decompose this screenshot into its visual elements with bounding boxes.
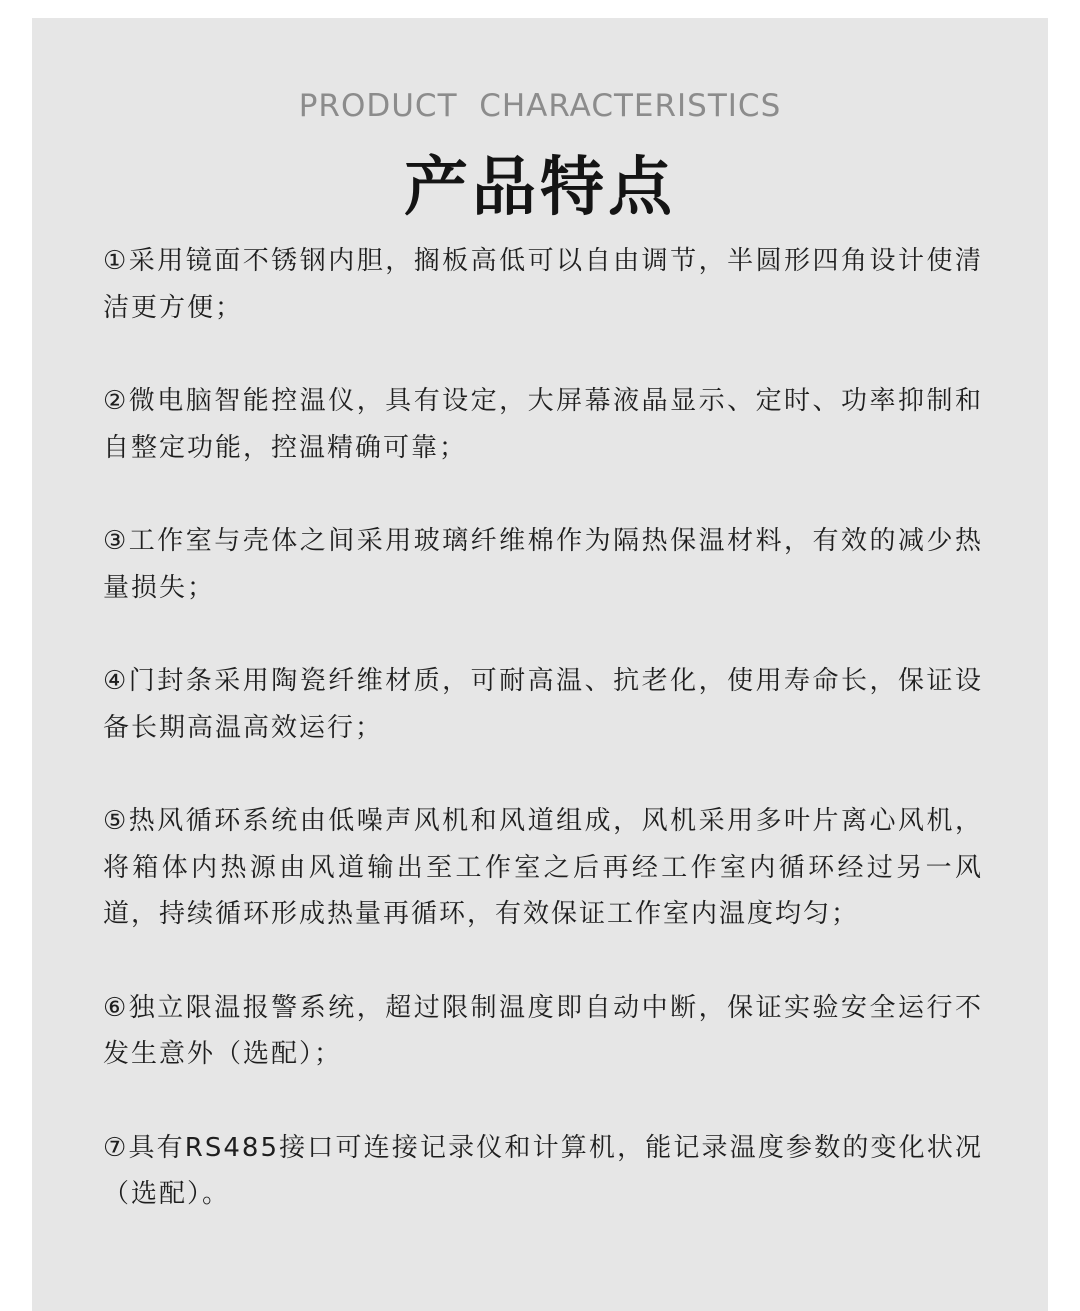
feature-item-7: ⑦具有RS485接口可连接记录仪和计算机，能记录温度参数的变化状况（选配）。 — [103, 1132, 983, 1209]
feature-item-4: ④门封条采用陶瓷纤维材质，可耐高温、抗老化，使用寿命长，保证设备长期高温高效运行； — [103, 666, 983, 743]
feature-item-1: ①采用镜面不锈钢内胆，搁板高低可以自由调节，半圆形四角设计使清洁更方便； — [103, 246, 983, 323]
product-characteristics-panel — [32, 18, 1048, 1311]
section-title: 产品特点 — [404, 151, 676, 225]
feature-item-3: ③工作室与壳体之间采用玻璃纤维棉作为隔热保温材料，有效的减少热量损失； — [103, 526, 983, 603]
feature-item-5: ⑤热风循环系统由低噪声风机和风道组成，风机采用多叶片离心风机，将箱体内热源由风道输出至工作室之后再经工作室内循环经过另一风道，持续循环形成热量再循环，有效保证工作室内温度均匀； — [103, 806, 983, 929]
feature-item-6: ⑥独立限温报警系统，超过限制温度即自动中断，保证实验安全运行不发生意外（选配）； — [103, 992, 983, 1069]
feature-list — [103, 238, 983, 1265]
feature-item-2: ②微电脑智能控温仪，具有设定，大屏幕液晶显示、定时、功率抑制和自整定功能，控温精确可靠； — [103, 386, 983, 463]
section-subtitle: PRODUCT CHARACTERISTICS — [298, 88, 782, 124]
